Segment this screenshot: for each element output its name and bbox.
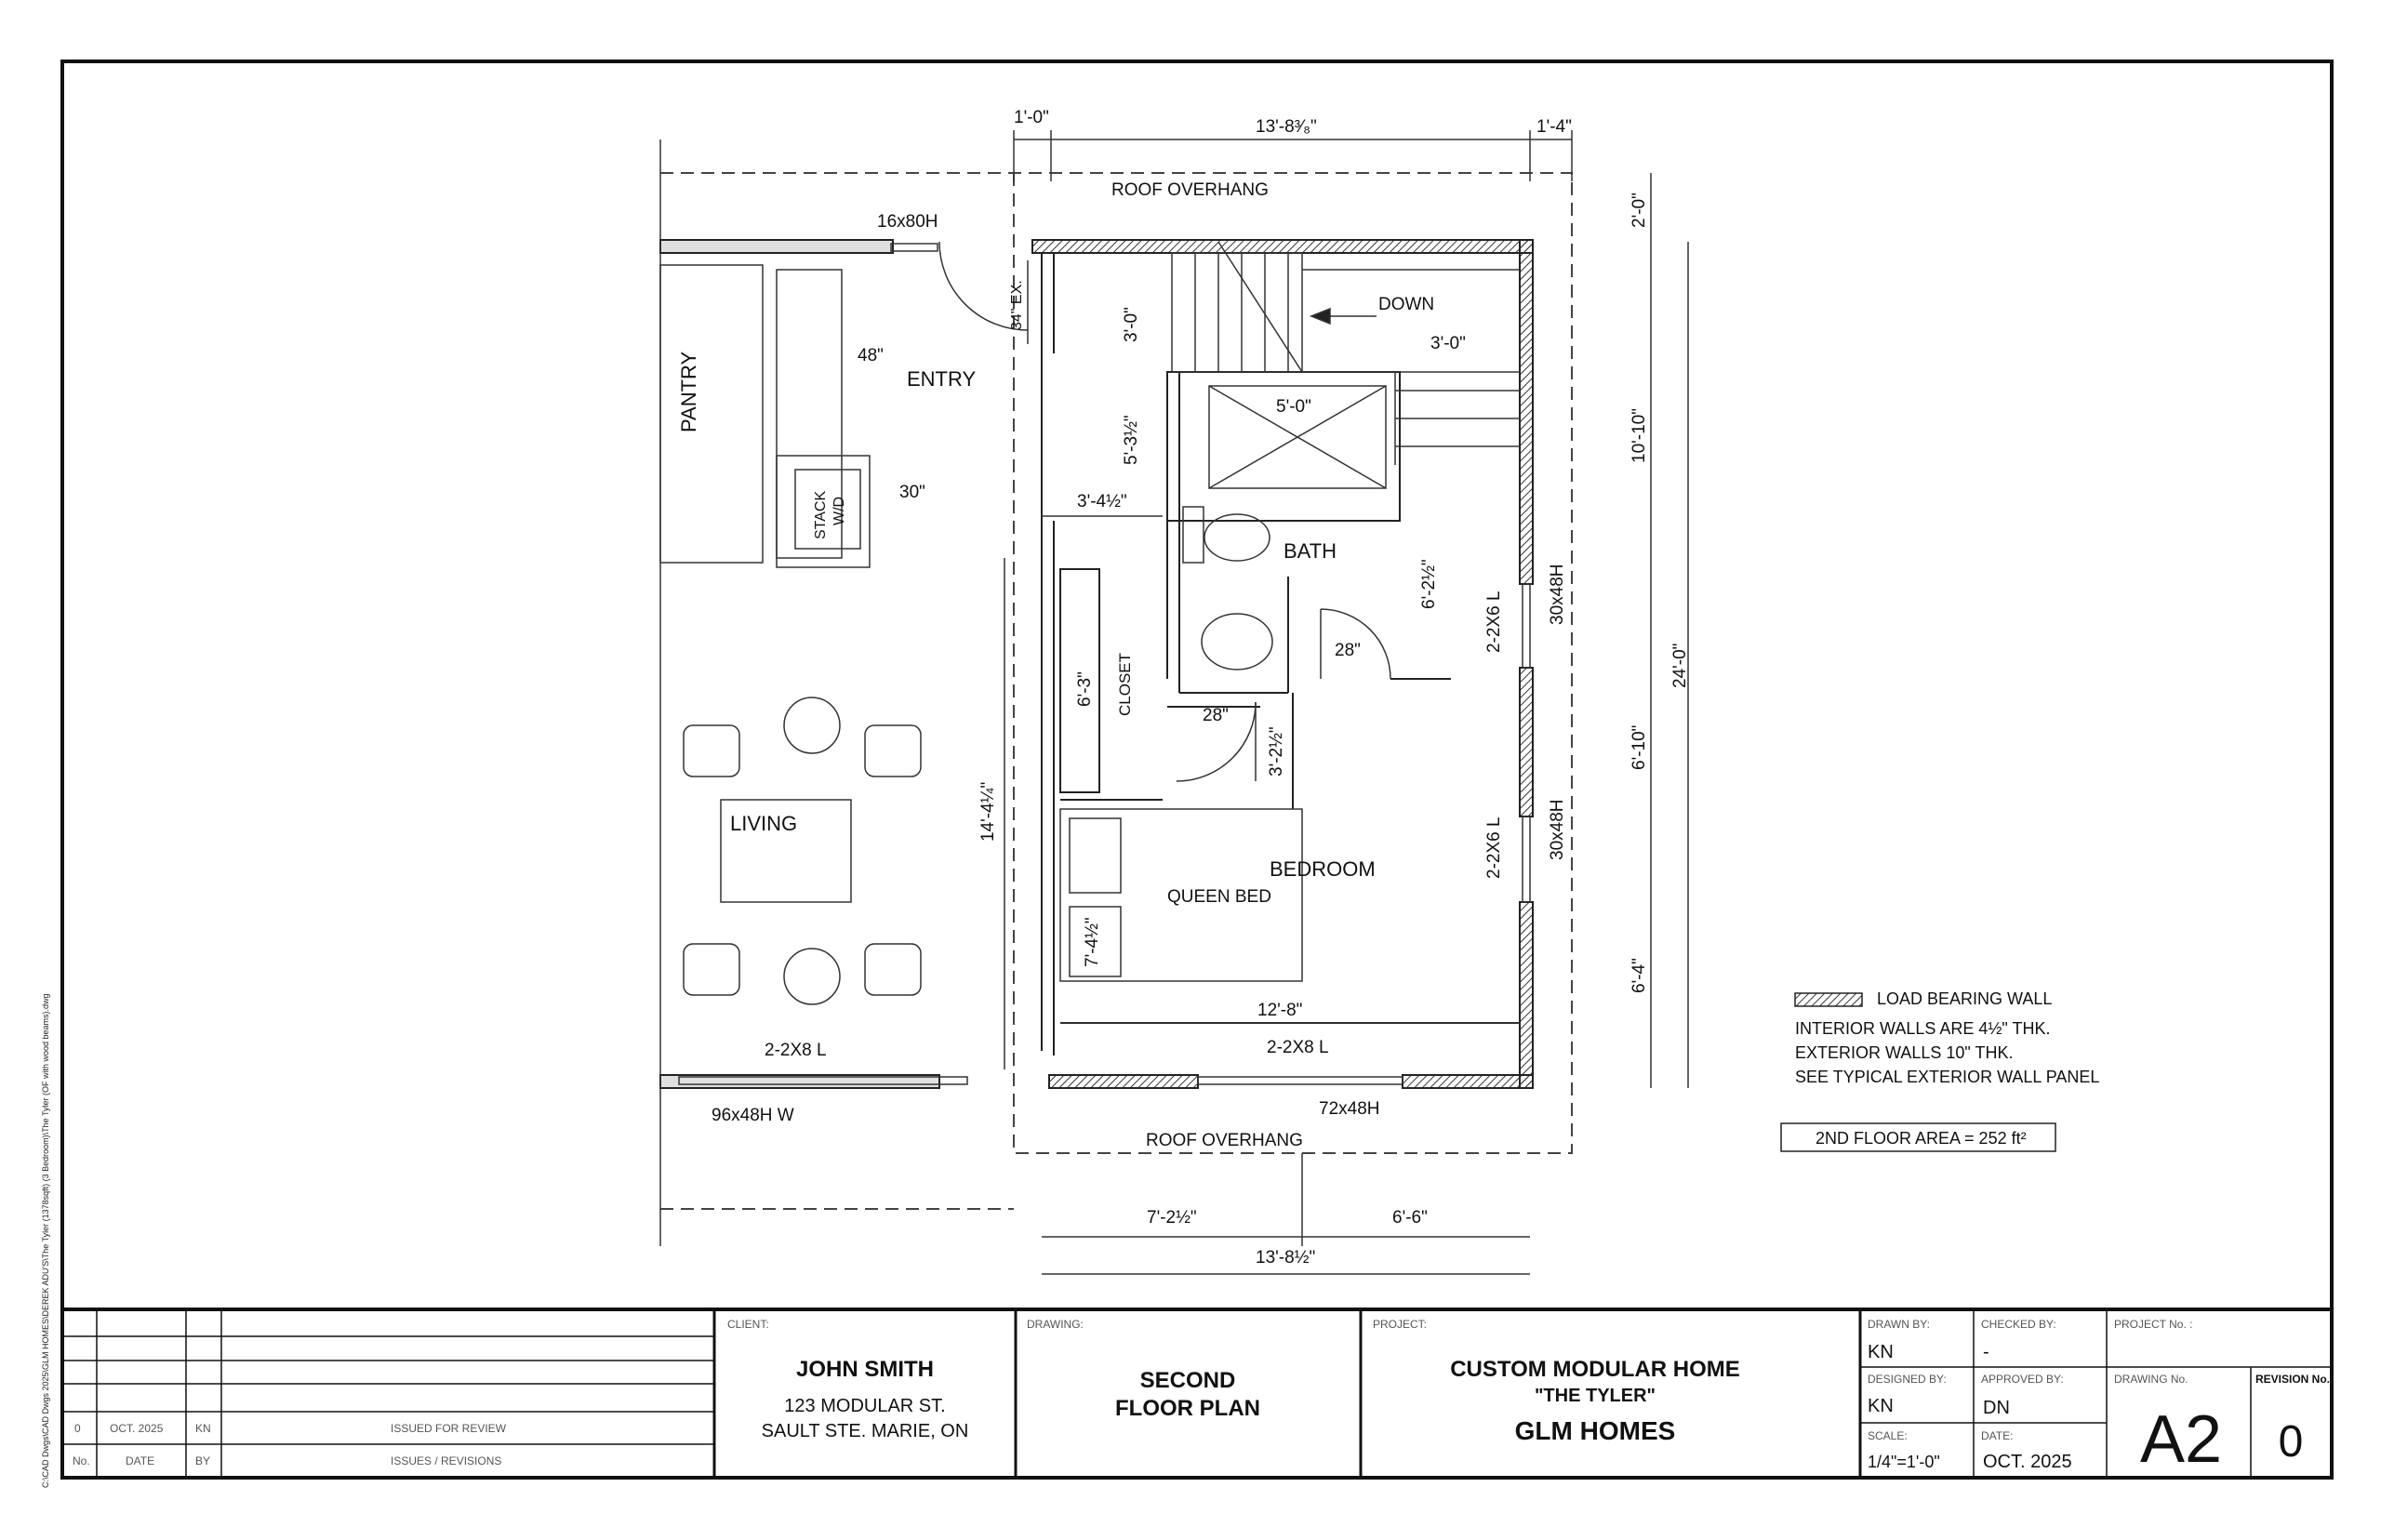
rev-row-by: KN bbox=[195, 1422, 211, 1435]
rev-row-date: OCT. 2025 bbox=[110, 1422, 164, 1435]
revision-no-value: 0 bbox=[2278, 1417, 2304, 1467]
legend-note-3: SEE TYPICAL EXTERIOR WALL PANEL bbox=[1795, 1068, 2100, 1086]
scale-label: SCALE: bbox=[1868, 1429, 1908, 1442]
legend-note-1: INTERIOR WALLS ARE 4½" THK. bbox=[1795, 1019, 2051, 1038]
plan-text bbox=[677, 108, 2099, 1268]
rev-row-desc: ISSUED FOR REVIEW bbox=[391, 1422, 507, 1435]
dim-14-4-quarter: 14'-4¼" bbox=[978, 781, 998, 842]
room-label-living: LIVING bbox=[730, 812, 798, 835]
approved-by-label: APPROVED BY: bbox=[1981, 1373, 2064, 1386]
door-28-bath-label: 28" bbox=[1335, 641, 1361, 660]
door-48-label: 48" bbox=[858, 346, 884, 365]
dim-6-3: 6'-3" bbox=[1075, 671, 1095, 707]
room-label-bath: BATH bbox=[1284, 539, 1337, 563]
dim-top-13-8-3-8: 13'-8³⁄₈" bbox=[1256, 117, 1317, 137]
beam-2x8-a-label: 2-2X8 L bbox=[765, 1041, 827, 1060]
date-label: DATE: bbox=[1981, 1429, 2014, 1442]
dim-shower-5-0: 5'-0" bbox=[1276, 397, 1311, 417]
window-30x48h-a-label: 30x48H bbox=[1548, 564, 1567, 625]
client-address-1: 123 MODULAR ST. bbox=[784, 1396, 946, 1416]
rev-row-no: 0 bbox=[74, 1422, 81, 1435]
sheet-border bbox=[62, 61, 2332, 1478]
rev-header-no: No. bbox=[73, 1454, 90, 1467]
room-label-bedroom: BEDROOM bbox=[1270, 857, 1376, 881]
drawing-no-value: A2 bbox=[2139, 1402, 2223, 1477]
rev-header-desc: ISSUES / REVISIONS bbox=[391, 1454, 502, 1467]
beam-2x6-b-label: 2-2X6 L bbox=[1484, 816, 1504, 879]
door-30-label: 30" bbox=[899, 483, 925, 502]
drawn-by-value: KN bbox=[1868, 1342, 1894, 1362]
title-block-text bbox=[73, 1318, 2330, 1477]
project-no-label: PROJECT No. : bbox=[2114, 1318, 2193, 1331]
drawing-no-label: DRAWING No. bbox=[2114, 1373, 2188, 1386]
dim-bot-13-8-half: 13'-8½" bbox=[1256, 1248, 1316, 1268]
designed-by-value: KN bbox=[1868, 1396, 1894, 1416]
windows bbox=[679, 244, 1530, 1084]
beam-2x8-b-label: 2-2X8 L bbox=[1267, 1038, 1329, 1057]
client-name: JOHN SMITH bbox=[795, 1357, 935, 1382]
client-address-2: SAULT STE. MARIE, ON bbox=[761, 1421, 969, 1441]
room-label-closet: CLOSET bbox=[1116, 652, 1134, 716]
room-label-pantry: PANTRY bbox=[677, 351, 700, 432]
dim-top-1-0: 1'-0" bbox=[1014, 108, 1049, 127]
window-16x80h-label: 16x80H bbox=[877, 212, 938, 232]
window-96x48h-label: 96x48H W bbox=[712, 1106, 794, 1125]
revision-no-label: REVISION No. bbox=[2255, 1373, 2331, 1386]
dim-stair-3-0-v: 3'-0" bbox=[1122, 307, 1141, 342]
checked-by-value: - bbox=[1983, 1342, 1989, 1362]
dim-5-3-half: 5'-3½" bbox=[1122, 415, 1141, 465]
dim-top-1-4: 1'-4" bbox=[1536, 117, 1572, 137]
dim-right-24-0: 24'-0" bbox=[1670, 643, 1690, 688]
drawing-label: DRAWING: bbox=[1027, 1318, 1084, 1331]
drawing-title-2: FLOOR PLAN bbox=[1115, 1396, 1260, 1421]
door-28-closet-label: 28" bbox=[1203, 706, 1229, 725]
dim-stair-3-0-h: 3'-0" bbox=[1430, 334, 1466, 353]
project-line-3: GLM HOMES bbox=[1514, 1416, 1676, 1445]
project-line-2: "THE TYLER" bbox=[1534, 1386, 1656, 1406]
ex-34-label: 34" EX. bbox=[1009, 280, 1025, 330]
room-label-wd: W/D bbox=[831, 496, 847, 525]
interior-walls bbox=[1042, 253, 1520, 1055]
room-label-stack: STACK bbox=[813, 490, 829, 539]
dim-bot-7-2-half: 7'-2½" bbox=[1147, 1208, 1197, 1228]
stair bbox=[1172, 242, 1520, 465]
client-label: CLIENT: bbox=[727, 1318, 769, 1331]
drawing-title-1: SECOND bbox=[1139, 1368, 1236, 1393]
project-label: PROJECT: bbox=[1373, 1318, 1428, 1331]
room-label-entry: ENTRY bbox=[907, 367, 977, 391]
checked-by-label: CHECKED BY: bbox=[1981, 1318, 2056, 1331]
date-value: OCT. 2025 bbox=[1983, 1452, 2072, 1472]
dim-right-2-0: 2'-0" bbox=[1629, 192, 1649, 228]
scale-value: 1/4"=1'-0" bbox=[1868, 1453, 1940, 1471]
rev-header-date: DATE bbox=[126, 1454, 155, 1467]
dim-3-2-half: 3'-2½" bbox=[1267, 726, 1286, 777]
legend-note-2: EXTERIOR WALLS 10" THK. bbox=[1795, 1043, 2014, 1062]
dim-right-6-4: 6'-4" bbox=[1629, 958, 1649, 993]
beam-2x6-a-label: 2-2X6 L bbox=[1484, 591, 1504, 653]
legend-area: 2ND FLOOR AREA = 252 ft² bbox=[1816, 1129, 2027, 1148]
dim-6-2-half: 6'-2½" bbox=[1419, 559, 1439, 609]
down-label: DOWN bbox=[1378, 295, 1435, 314]
project-line-1: CUSTOM MODULAR HOME bbox=[1450, 1357, 1740, 1382]
rev-header-by: BY bbox=[195, 1454, 211, 1467]
roof-overhang-bottom-label: ROOF OVERHANG bbox=[1146, 1131, 1303, 1150]
window-72x48h-label: 72x48H bbox=[1319, 1099, 1380, 1119]
bath-fixtures bbox=[1183, 386, 1390, 679]
dim-right-6-10: 6'-10" bbox=[1629, 724, 1649, 770]
file-path-text: C:\CAD Dwgs\CAD Dwgs 2025\GLM HOMES\DEREK ADU'S\The Tyler (1378sqft) (3 Bedroom)\The Tyler (OF with wood beams).dwg bbox=[41, 993, 50, 1488]
roof-overhang-top-label: ROOF OVERHANG bbox=[1111, 180, 1269, 200]
approved-by-value: DN bbox=[1983, 1398, 2010, 1418]
dim-12-8: 12'-8" bbox=[1257, 1001, 1303, 1020]
dim-right-10-10: 10'-10" bbox=[1629, 408, 1649, 463]
window-30x48h-b-label: 30x48H bbox=[1548, 799, 1567, 860]
designed-by-label: DESIGNED BY: bbox=[1868, 1373, 1947, 1386]
dim-bot-6-6: 6'-6" bbox=[1392, 1208, 1428, 1228]
drawn-by-label: DRAWN BY: bbox=[1868, 1318, 1930, 1331]
dim-3-4-half: 3'-4½" bbox=[1077, 492, 1127, 511]
legend-load-bearing-label: LOAD BEARING WALL bbox=[1877, 989, 2053, 1008]
dim-7-4-half: 7'-4½" bbox=[1083, 917, 1102, 967]
queen-bed-label: QUEEN BED bbox=[1167, 887, 1271, 907]
